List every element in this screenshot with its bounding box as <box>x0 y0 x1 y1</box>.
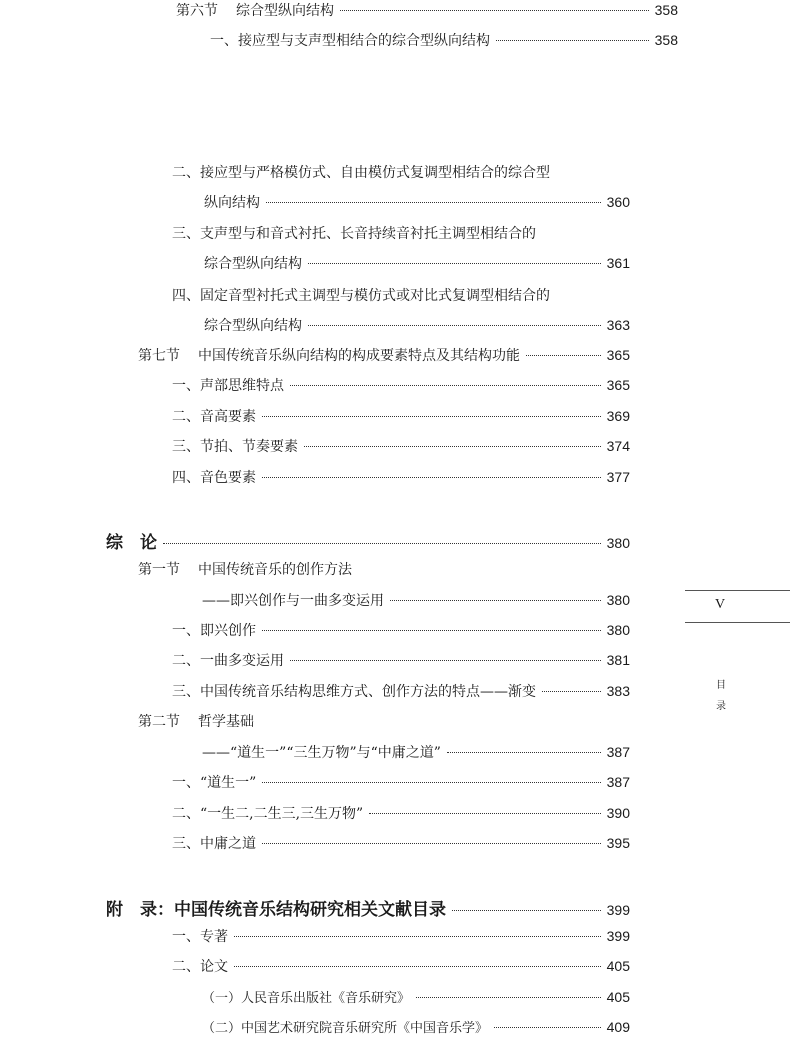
page-number: 409 <box>606 1019 630 1035</box>
toc-entry-7-3[interactable] <box>172 436 630 456</box>
side-page-number: V <box>715 597 726 612</box>
leader-dots <box>290 385 601 386</box>
side-divider-bottom <box>685 622 790 623</box>
section-title: 综合型纵向结构 <box>236 3 334 19</box>
leader-dots <box>262 630 601 631</box>
toc-entry-z2-heading <box>138 711 254 731</box>
leader-dots <box>262 782 600 783</box>
toc-entry-6-3-line1: 三、支声型与和音式衬托、长音持续音衬托主调型相结合的 <box>172 226 536 242</box>
leader-dots <box>163 543 601 544</box>
toc-entry-7-4[interactable] <box>172 467 630 487</box>
page-number: 358 <box>654 32 678 48</box>
toc-entry-zonglun[interactable] <box>106 528 630 552</box>
page-number: 399 <box>606 928 630 944</box>
toc-entry-z2[interactable] <box>202 742 630 762</box>
section-subtitle: ——“道生一”“三生万物”与“中庸之道” <box>202 745 441 761</box>
entry-title: 三、中庸之道 <box>172 836 256 852</box>
page-number: 360 <box>606 194 630 210</box>
leader-dots <box>234 936 601 937</box>
toc-entry-6-2-line1: 二、接应型与严格模仿式、自由模仿式复调型相结合的综合型 <box>172 165 550 181</box>
entry-title: 一、接应型与支声型相结合的综合型纵向结构 <box>210 33 490 49</box>
page-number: 365 <box>606 377 630 393</box>
leader-dots <box>262 416 601 417</box>
page-number: 369 <box>606 408 630 424</box>
leader-dots <box>304 446 601 447</box>
toc-entry-section-6[interactable] <box>176 0 678 20</box>
page-number: 380 <box>606 535 630 551</box>
page-number: 361 <box>606 255 630 271</box>
page-number: 390 <box>606 805 630 821</box>
page-number: 387 <box>606 744 630 760</box>
page-number: 363 <box>606 317 630 333</box>
toc-entry-f1[interactable] <box>172 926 630 946</box>
section-label: 第二节 <box>138 714 180 730</box>
toc-entry-z2-2[interactable] <box>172 803 630 823</box>
entry-title: 三、节拍、节奏要素 <box>172 439 298 455</box>
entry-title: 二、“一生二,二生三,三生万物” <box>172 806 364 822</box>
toc-entry-z1-2[interactable] <box>172 650 630 670</box>
leader-dots <box>496 40 649 41</box>
entry-title: 四、音色要素 <box>172 470 256 486</box>
leader-dots <box>308 263 601 264</box>
page-number: 365 <box>606 347 630 363</box>
page-number: 383 <box>606 683 630 699</box>
leader-dots <box>452 910 601 911</box>
leader-dots <box>262 477 601 478</box>
toc-entry-6-4[interactable] <box>204 315 630 335</box>
entry-title: 一、即兴创作 <box>172 623 256 639</box>
entry-title: 综合型纵向结构 <box>204 318 302 334</box>
leader-dots <box>416 997 601 998</box>
section-label: 第一节 <box>138 562 180 578</box>
page-number: 374 <box>606 438 630 454</box>
toc-entry-z1-3[interactable] <box>172 681 630 701</box>
section-subtitle: ——即兴创作与一曲多变运用 <box>202 593 384 609</box>
page-number: 405 <box>606 989 630 1005</box>
leader-dots <box>390 600 601 601</box>
entry-title: 综合型纵向结构 <box>204 256 302 272</box>
toc-entry-6-1[interactable] <box>210 30 678 50</box>
entry-title: 一、专著 <box>172 929 228 945</box>
page-number: 387 <box>606 774 630 790</box>
toc-entry-f2[interactable] <box>172 956 630 976</box>
part-title: 附 录：中国传统音乐结构研究相关文献目录 <box>106 900 446 920</box>
toc-entry-appendix[interactable] <box>106 895 630 919</box>
toc-entry-7-2[interactable] <box>172 406 630 426</box>
toc-entry-7-1[interactable] <box>172 375 630 395</box>
page-number: 358 <box>654 2 678 18</box>
toc-entry-6-2[interactable] <box>204 192 630 212</box>
leader-dots <box>266 202 601 203</box>
entry-title: （二）中国艺术研究院音乐研究所《中国音乐学》 <box>202 1020 489 1035</box>
toc-entry-f2-1[interactable] <box>202 987 630 1007</box>
leader-dots <box>340 10 649 11</box>
toc-entry-6-4-line1: 四、固定音型衬托式主调型与模仿式或对比式复调型相结合的 <box>172 288 550 304</box>
leader-dots <box>494 1027 601 1028</box>
toc-entry-z1[interactable] <box>202 590 630 610</box>
page-number: 380 <box>606 592 630 608</box>
leader-dots <box>308 325 601 326</box>
toc-entry-6-3[interactable] <box>204 253 630 273</box>
section-title: 中国传统音乐的创作方法 <box>198 562 352 578</box>
page-number: 395 <box>606 835 630 851</box>
page-number: 405 <box>606 958 630 974</box>
leader-dots <box>262 843 601 844</box>
entry-title: 一、声部思维特点 <box>172 378 284 394</box>
page-number: 381 <box>606 652 630 668</box>
page-number: 377 <box>606 469 630 485</box>
entry-title: 一、“道生一” <box>172 775 257 791</box>
leader-dots <box>290 660 601 661</box>
entry-title: 二、音高要素 <box>172 409 256 425</box>
toc-entry-f2-2[interactable] <box>202 1017 630 1037</box>
entry-title: 二、一曲多变运用 <box>172 653 284 669</box>
part-title: 综 论 <box>106 533 157 553</box>
entry-title: 三、中国传统音乐结构思维方式、创作方法的特点——渐变 <box>172 684 536 700</box>
page-number: 380 <box>606 622 630 638</box>
side-label-char-2: 录 <box>716 701 726 712</box>
entry-title: 纵向结构 <box>204 195 260 211</box>
section-label: 第七节 <box>138 348 180 364</box>
section-label: 第六节 <box>176 3 218 19</box>
leader-dots <box>447 752 601 753</box>
page-number: 399 <box>606 902 630 918</box>
toc-entry-z1-heading <box>138 559 352 579</box>
leader-dots <box>234 966 601 967</box>
leader-dots <box>369 813 600 814</box>
toc-entry-z2-1[interactable] <box>172 772 630 792</box>
toc-entry-z2-3[interactable] <box>172 833 630 853</box>
leader-dots <box>542 691 601 692</box>
side-label-char-1: 目 <box>716 680 726 691</box>
entry-title: 二、论文 <box>172 959 228 975</box>
toc-entry-z1-1[interactable] <box>172 620 630 640</box>
toc-entry-section-7[interactable] <box>138 345 630 365</box>
section-title: 哲学基础 <box>198 714 254 730</box>
side-divider-top <box>685 590 790 591</box>
section-title: 中国传统音乐纵向结构的构成要素特点及其结构功能 <box>198 348 520 364</box>
leader-dots <box>526 355 601 356</box>
entry-title: （一）人民音乐出版社《音乐研究》 <box>202 990 411 1005</box>
